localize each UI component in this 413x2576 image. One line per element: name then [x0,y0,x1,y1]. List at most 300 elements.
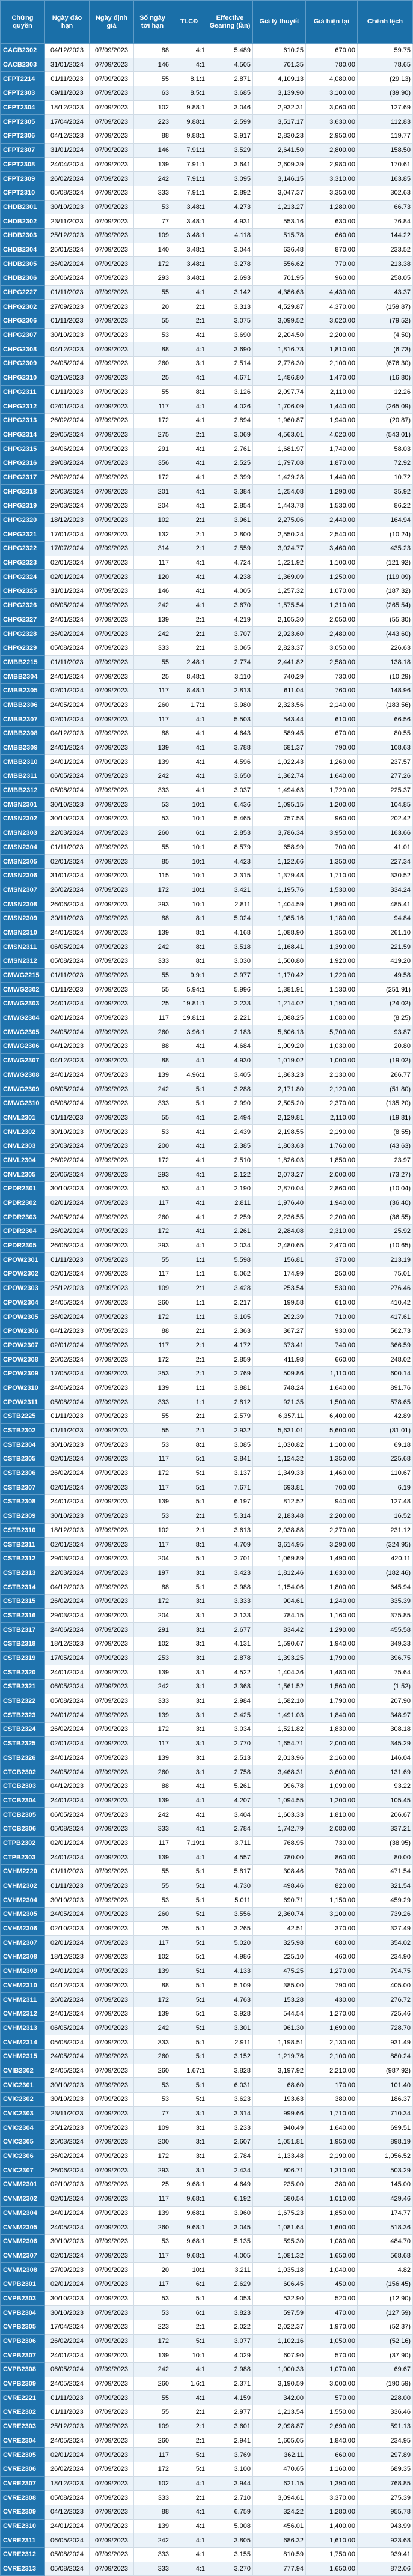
table-cell: 24/05/2024 [45,2049,90,2064]
table-cell: 484.70 [358,2234,413,2249]
table-row [1,1594,413,1608]
table-cell: 26/02/2024 [45,1723,90,1737]
table-cell: 2:1 [171,314,207,329]
table-cell: (443.60) [358,627,413,641]
table-cell: 26/06/2024 [45,1238,90,1253]
table-cell: 55 [134,1423,171,1438]
warrant-code-cell: CMWG2310 [1,1096,45,1111]
table-cell: 4.005 [207,2249,253,2263]
table-cell: 9.68:1 [171,2249,207,2263]
table-cell: 2.871 [207,72,253,86]
table-cell: 1,550.00 [306,2405,358,2420]
table-cell: 07/09/2023 [90,2121,134,2135]
table-cell: 2.977 [207,2405,253,2420]
table-cell: 55 [134,840,171,855]
column-header: Ngày đáo hạn [45,1,90,44]
table-row [1,968,413,983]
table-cell: 02/01/2024 [45,556,90,570]
table-cell: 1,810.00 [306,342,358,357]
table-cell: 242 [134,172,171,186]
table-cell: 24/05/2024 [45,1765,90,1780]
warrant-code-cell: CMBB2304 [1,670,45,684]
table-cell: 2.812 [207,1395,253,1410]
table-cell: (121.92) [358,556,413,570]
table-cell: 2.811 [207,897,253,912]
warrant-code-cell: CVPB2303 [1,2291,45,2306]
table-cell: 25/03/2024 [45,2135,90,2150]
table-cell: 117 [134,1836,171,1850]
table-cell: 4.671 [207,371,253,385]
table-cell: 3.48:1 [171,257,207,271]
table-cell: 2.559 [207,542,253,556]
table-cell: 5:1 [171,1452,207,1467]
table-row [1,1267,413,1282]
table-cell: 07/09/2023 [90,243,134,257]
table-cell: 07/09/2023 [90,1836,134,1850]
table-cell: 31/01/2024 [45,868,90,883]
warrant-code-cell: CSTB2318 [1,1637,45,1652]
warrant-code-cell: CVRE2302 [1,2405,45,2420]
table-cell: 3,047.37 [253,186,306,200]
table-cell: 3.556 [207,1908,253,1922]
table-cell: 1,122.66 [253,855,306,869]
table-cell: 2,210.00 [306,2064,358,2078]
warrant-code-cell: CVHM2313 [1,2021,45,2035]
table-cell: 07/09/2023 [90,641,134,655]
table-cell: 3.841 [207,1452,253,1467]
warrant-code-cell: CHPG2324 [1,570,45,584]
warrant-code-cell: CHPG2316 [1,456,45,470]
table-row [1,1196,413,1210]
table-row [1,670,413,684]
table-cell: 367.27 [253,1324,306,1338]
table-cell: 17/01/2024 [45,527,90,542]
table-cell: 349.33 [358,1637,413,1652]
table-cell: 4:1 [171,741,207,755]
table-cell: 2.813 [207,683,253,698]
table-cell: 3.711 [207,1836,253,1850]
table-row [1,1068,413,1082]
table-cell: 26/02/2024 [45,1225,90,1239]
table-cell: 2,776.30 [253,357,306,371]
table-cell: 2.221 [207,1011,253,1025]
table-cell: 30/10/2023 [45,200,90,214]
warrant-code-cell: CVIC2303 [1,2106,45,2121]
table-cell: 07/09/2023 [90,1025,134,1040]
table-cell: 4:1 [171,1822,207,1836]
table-cell: 24/05/2024 [45,2064,90,2078]
table-cell: 930.00 [306,1324,358,1338]
table-cell: 610.00 [306,712,358,727]
table-cell: 07/09/2023 [90,670,134,684]
table-cell: 470.65 [253,2462,306,2476]
table-cell: 07/09/2023 [90,58,134,72]
table-cell: 88 [134,727,171,741]
table-cell: 5.314 [207,1509,253,1523]
table-cell: 24/01/2024 [45,1793,90,1808]
table-cell: 07/09/2023 [90,2533,134,2548]
table-row [1,214,413,229]
table-cell: 172 [134,883,171,897]
table-cell: 1,069.89 [253,1551,306,1566]
table-row [1,1225,413,1239]
warrant-code-cell: CHPG2326 [1,598,45,613]
table-cell: 117 [134,1480,171,1495]
table-cell: 53 [134,1125,171,1139]
table-cell: 293 [134,1168,171,1182]
table-cell: 260 [134,1296,171,1310]
table-cell: 88 [134,1580,171,1595]
table-cell: 2.710 [207,2491,253,2505]
warrant-code-cell: CSTB2323 [1,1708,45,1723]
table-cell: 1,110.00 [306,1366,358,1381]
table-cell: 260 [134,1908,171,1922]
table-cell: 24/01/2024 [45,1964,90,1978]
table-cell: 740.29 [253,670,306,684]
table-cell: 9.68:1 [171,2178,207,2192]
table-row [1,613,413,627]
table-cell: 3.077 [207,2334,253,2348]
table-cell: (52.37) [358,2320,413,2335]
table-row [1,271,413,286]
table-cell: 07/09/2023 [90,1779,134,1793]
table-cell: 1,200.00 [306,798,358,812]
table-cell: 2,190.00 [306,2149,358,2163]
table-cell: 2.784 [207,2149,253,2163]
table-row [1,1139,413,1153]
table-row [1,584,413,599]
table-row [1,2178,413,2192]
table-cell: 1,575.54 [253,598,306,613]
table-cell: 2:1 [171,428,207,442]
table-cell: 07/09/2023 [90,328,134,342]
table-cell: 470.00 [306,2306,358,2320]
table-cell: 2,580.00 [306,655,358,670]
table-cell: 1,530.00 [306,883,358,897]
table-cell: 01/11/2023 [45,983,90,997]
table-cell: 4.133 [207,1964,253,1978]
table-cell: 6,357.11 [253,1410,306,1424]
table-cell: 25/12/2023 [45,2419,90,2434]
table-cell: 88 [134,44,171,58]
table-cell: 26/06/2024 [45,2163,90,2178]
table-cell: 1,219.76 [253,2049,306,2064]
table-cell: 1,797.08 [253,456,306,470]
table-cell: 1,500.00 [306,1395,358,1410]
table-cell: 07/09/2023 [90,2548,134,2562]
table-cell: 05/08/2024 [45,2562,90,2576]
table-cell: 2,200.00 [306,1509,358,1523]
table-cell: 1,198.51 [253,2035,306,2050]
table-cell: 385.00 [253,1978,306,1993]
table-cell: 55 [134,1865,171,1879]
table-cell: 10:1 [171,897,207,912]
table-cell: 1,690.00 [306,2021,358,2035]
table-cell: 2.941 [207,2434,253,2448]
table-cell: 8:1 [171,911,207,926]
warrant-code-cell: CVNM2307 [1,2249,45,2263]
table-cell: 26/02/2024 [45,1993,90,2007]
table-cell: 07/09/2023 [90,1538,134,1552]
table-cell: 335.39 [358,1594,413,1608]
table-cell: 4,109.13 [253,72,306,86]
table-cell: 01/11/2023 [45,314,90,329]
table-row [1,2035,413,2050]
table-cell: 2,310.00 [306,1225,358,1239]
table-cell: 2:1 [171,1523,207,1538]
table-row [1,228,413,243]
table-cell: 1,810.00 [306,1808,358,1822]
table-cell: 26/02/2024 [45,172,90,186]
table-cell: 2,823.37 [253,641,306,655]
table-cell: 07/09/2023 [90,271,134,286]
table-cell: 5.489 [207,44,253,58]
warrant-code-cell: CMSN2303 [1,826,45,840]
table-cell: 308.18 [358,1723,413,1737]
table-cell: 806.71 [253,2163,306,2178]
table-cell: 77 [134,2106,171,2121]
table-cell: 1,681.97 [253,442,306,456]
table-cell: 07/09/2023 [90,769,134,784]
table-cell: 370.00 [306,1921,358,1936]
table-cell: 174.99 [253,1267,306,1282]
warrant-code-cell: CMSN2305 [1,855,45,869]
table-cell: (6.73) [358,342,413,357]
table-cell: 234.90 [358,1950,413,1965]
table-cell: 02/01/2024 [45,1538,90,1552]
warrant-code-cell: CVRE2310 [1,2519,45,2533]
table-cell: 75.64 [358,1665,413,1680]
table-cell: 07/09/2023 [90,1438,134,1452]
table-cell: 260 [134,2220,171,2235]
table-cell: 1,280.00 [306,2505,358,2519]
table-cell: 102 [134,1637,171,1652]
warrant-code-cell: CMSN2302 [1,812,45,826]
table-cell: 2,198.55 [253,1125,306,1139]
table-cell: 518.36 [358,2220,413,2235]
table-row [1,2220,413,2235]
warrant-code-cell: CVPB2304 [1,2306,45,2320]
table-cell: 242 [134,1680,171,1694]
table-cell: 139 [134,2007,171,2021]
table-cell: 53 [134,2093,171,2107]
table-cell: 553.16 [253,214,306,229]
table-cell: 1,081.32 [253,2249,306,2263]
table-cell: 3.315 [207,868,253,883]
warrant-code-cell: CVHM2315 [1,2049,45,2064]
table-cell: 2,000.00 [306,1168,358,1182]
table-cell: 25/12/2023 [45,228,90,243]
table-cell: 1,240.00 [306,1594,358,1608]
table-cell: 1,640.00 [306,2121,358,2135]
table-cell: 07/09/2023 [90,1324,134,1338]
table-cell: (36.55) [358,1210,413,1225]
table-cell: 2:1 [171,2405,207,2420]
table-row [1,755,413,769]
warrant-code-cell: CVHM2306 [1,1921,45,1936]
table-cell: 1,610.00 [306,2533,358,2548]
table-cell: 3.805 [207,2533,253,2548]
warrant-code-cell: CTCB2305 [1,1808,45,1822]
table-cell: 4.238 [207,570,253,584]
table-cell: 07/09/2023 [90,1238,134,1253]
table-cell: 30/10/2023 [45,2234,90,2249]
table-row [1,2106,413,2121]
table-cell: 139 [134,2519,171,2533]
table-row [1,413,413,428]
table-cell: 93.22 [358,1779,413,1793]
table-cell: 2,800.00 [306,143,358,157]
table-cell: 117 [134,1736,171,1751]
table-cell: 10:1 [171,868,207,883]
table-cell: 3:1 [171,1736,207,1751]
table-cell: 26/06/2024 [45,1168,90,1182]
table-cell: 3.425 [207,1708,253,1723]
table-cell: 3.288 [207,1082,253,1097]
table-cell: 18/12/2023 [45,1950,90,1965]
table-cell: 05/08/2024 [45,954,90,969]
table-cell: 26/02/2024 [45,1466,90,1480]
table-cell: 10:1 [171,812,207,826]
table-cell: 07/09/2023 [90,1893,134,1908]
table-cell: 3.428 [207,1281,253,1296]
warrant-code-cell: CFPT2214 [1,72,45,86]
warrant-code-cell: CFPT2309 [1,172,45,186]
table-row [1,1808,413,1822]
table-cell: 2,932.31 [253,100,306,115]
table-cell: 1:1 [171,1381,207,1395]
table-cell: 07/09/2023 [90,2562,134,2576]
table-cell: 420.11 [358,1551,413,1566]
table-cell: 24/05/2024 [45,2220,90,2235]
table-cell: 31/01/2024 [45,58,90,72]
table-cell: 794.75 [358,1964,413,1978]
table-cell: 3,517.17 [253,115,306,129]
table-cell: 140 [134,243,171,257]
table-row [1,2548,413,2562]
table-cell: 88 [134,1779,171,1793]
table-cell: 53 [134,328,171,342]
table-row [1,2306,413,2320]
table-cell: 05/08/2024 [45,1822,90,1836]
table-cell: 4.026 [207,399,253,414]
warrant-code-cell: CVHM2312 [1,2007,45,2021]
table-cell: 07/09/2023 [90,2149,134,2163]
warrant-code-cell: CPOW2304 [1,1296,45,1310]
table-cell: 163.66 [358,826,413,840]
warrant-code-cell: CVPB2309 [1,2377,45,2391]
table-row [1,2434,413,2448]
table-cell: 2.607 [207,2135,253,2150]
table-cell: 1,290.00 [306,485,358,499]
table-cell: 3.155 [207,2548,253,2562]
table-cell: 5.598 [207,1253,253,1267]
table-cell: 943.99 [358,2519,413,2533]
table-cell: 4:1 [171,1225,207,1239]
table-cell: 1,830.00 [306,1723,358,1737]
table-cell: 1,706.09 [253,399,306,414]
table-row [1,1879,413,1893]
table-cell: 112.83 [358,115,413,129]
table-cell: 25/12/2023 [45,1281,90,1296]
table-cell: 645.94 [358,1580,413,1595]
warrant-code-cell: CSTB2321 [1,1680,45,1694]
table-row [1,1410,413,1424]
table-cell: 172 [134,1153,171,1168]
table-cell: 1,180.00 [306,911,358,926]
table-cell: 213.38 [358,257,413,271]
table-cell: 07/09/2023 [90,115,134,129]
table-cell: 3.270 [207,2562,253,2576]
table-cell: 2,130.00 [306,1068,358,1082]
table-cell: 26/02/2024 [45,2462,90,2476]
table-cell: 7.91:1 [171,186,207,200]
table-cell: 693.81 [253,1480,306,1495]
table-row [1,1893,413,1908]
table-row [1,342,413,357]
table-cell: 07/09/2023 [90,2348,134,2363]
warrant-code-cell: CHPG2327 [1,613,45,627]
table-cell: 01/11/2023 [45,1423,90,1438]
table-cell: 701.95 [253,271,306,286]
table-cell: 5.109 [207,1978,253,1993]
table-cell: 4:1 [171,442,207,456]
table-cell: 3.707 [207,627,253,641]
table-cell: 1,088.90 [253,926,306,940]
table-cell: 07/09/2023 [90,997,134,1011]
table-cell: 07/09/2023 [90,499,134,514]
table-cell: 117 [134,1267,171,1282]
table-cell: 5.996 [207,983,253,997]
table-cell: 1,976.40 [253,1196,306,1210]
table-cell: 3.988 [207,1580,253,1595]
table-cell: 4.931 [207,214,253,229]
table-cell: 07/09/2023 [90,1182,134,1196]
table-row [1,2448,413,2462]
table-cell: 139 [134,2348,171,2363]
table-cell: 1,090.00 [306,1779,358,1793]
table-cell: 24/05/2024 [45,1908,90,1922]
warrant-code-cell: CACB2303 [1,58,45,72]
table-cell: 4:1 [171,783,207,798]
table-cell: 3:1 [171,1723,207,1737]
table-cell: 610.00 [306,1296,358,1310]
table-row [1,1296,413,1310]
table-cell: 07/09/2023 [90,2291,134,2306]
table-cell: 3.137 [207,1466,253,1480]
table-cell: 163.85 [358,172,413,186]
table-cell: 3:1 [171,1665,207,1680]
table-cell: 4:1 [171,1153,207,1168]
table-cell: 07/09/2023 [90,812,134,826]
warrant-code-cell: CSTB2309 [1,1509,45,1523]
table-cell: 660.00 [306,228,358,243]
table-cell: 3.928 [207,2007,253,2021]
table-cell: 293 [134,897,171,912]
table-cell: 23/11/2023 [45,2106,90,2121]
table-row [1,1936,413,1950]
warrant-code-cell: CPOW2310 [1,1381,45,1395]
table-cell: 4.724 [207,556,253,570]
table-row [1,1950,413,1965]
table-row [1,798,413,812]
table-cell: 7.19:1 [171,1836,207,1850]
table-cell: 24/01/2024 [45,741,90,755]
table-cell: 515.78 [253,228,306,243]
table-cell: 354.02 [358,1936,413,1950]
warrant-code-cell: CSTB2317 [1,1623,45,1637]
table-cell: 1,369.09 [253,570,306,584]
